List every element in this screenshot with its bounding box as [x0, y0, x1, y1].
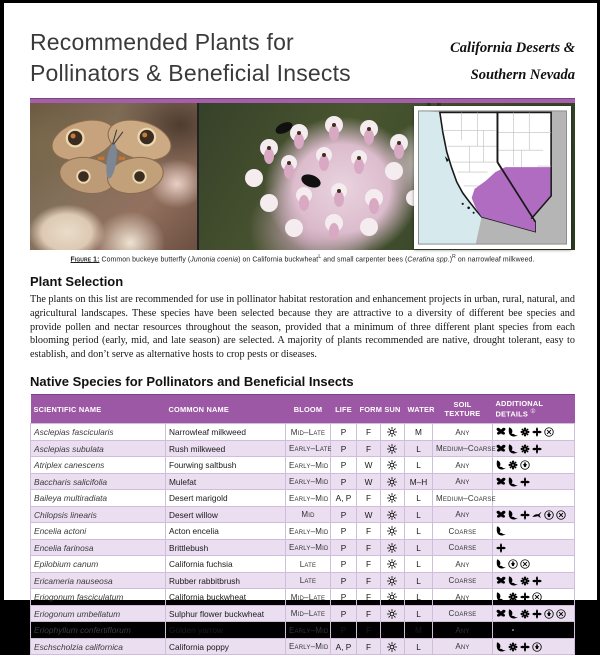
milkweed-photo [199, 103, 575, 250]
sun-cell [381, 638, 405, 655]
sun-icon [387, 510, 397, 520]
sun-cell [381, 424, 405, 441]
bloom-cell: Early–Mid [286, 457, 331, 474]
water-cell: L [405, 490, 433, 507]
page-title-line1: Recommended Plants for [30, 29, 294, 55]
table-header-row [31, 394, 575, 423]
bee-icon [508, 642, 518, 652]
sun-icon [387, 526, 397, 536]
table-row [31, 440, 575, 457]
region-title-line1: California Deserts & [450, 40, 575, 56]
sun-icon [387, 559, 397, 569]
sun-cell [381, 556, 405, 573]
soil-cell: Coarse [433, 523, 493, 540]
life-cell: P [331, 440, 357, 457]
life-cell: P [331, 457, 357, 474]
table-row [31, 490, 575, 507]
bloom-cell: Early–Mid [286, 622, 331, 639]
four-petal-flower-icon [532, 427, 542, 437]
plant-selection-paragraph: The plants on this list are recommended for use in pollinator habitat restoration and enhancement projects in urban, rural, natural, and agricultural landscapes. These species have been selected because they are attractive to a diversity of different bee species and provide pollen and nectar resources throughout the season, provided that a minimum of three different plant species from each blooming period (early, mid, and late season) are selected. A majority of plants recommended are native, drought tolerant, easy to establish, and don’t serve as alternative hosts to crop pests or diseases. [30, 294, 575, 361]
bee-icon [520, 444, 530, 454]
sun-cell [381, 622, 405, 639]
figure-1 [30, 103, 575, 250]
life-cell: P [331, 556, 357, 573]
sun-icon [387, 592, 397, 602]
bee-icon [508, 625, 518, 635]
four-petal-flower-icon [520, 592, 530, 602]
water-cell: L [405, 506, 433, 523]
circled-bee-icon [532, 642, 542, 652]
butterfly-icon [496, 609, 506, 619]
swallow-icon [532, 510, 542, 520]
hummingbird-icon [496, 642, 506, 652]
circled-x-icon [544, 427, 554, 437]
soil-cell: Any [433, 622, 493, 639]
details-cell [493, 523, 575, 540]
life-cell: P [331, 506, 357, 523]
scientific-name-cell: Eschscholzia californica [31, 638, 166, 655]
details-cell [493, 589, 575, 606]
hummingbird-icon [508, 427, 518, 437]
life-cell: P [331, 523, 357, 540]
common-name-cell: Fourwing saltbush [166, 457, 286, 474]
sun-cell [381, 572, 405, 589]
bee-icon [520, 576, 530, 586]
circled-bee-icon [544, 510, 554, 520]
sun-cell [381, 490, 405, 507]
hummingbird-icon [508, 510, 518, 520]
details-cell [493, 506, 575, 523]
life-cell: P [331, 589, 357, 606]
life-cell: A, P [331, 638, 357, 655]
hummingbird-icon [496, 592, 506, 602]
footnote-marker: ① [530, 409, 536, 416]
four-petal-flower-icon [520, 642, 530, 652]
common-name-cell: Desert marigold [166, 490, 286, 507]
scientific-name-cell: Asclepias fascicularis [31, 424, 166, 441]
details-cell [493, 457, 575, 474]
form-cell: F [357, 539, 381, 556]
butterfly-icon [496, 444, 506, 454]
life-cell: A, P [331, 490, 357, 507]
sun-cell [381, 473, 405, 490]
circled-x-icon [556, 609, 566, 619]
water-cell: L [405, 605, 433, 622]
bloom-cell: Early–Mid [286, 490, 331, 507]
common-name-cell: California fuchsia [166, 556, 286, 573]
col-water: WATER [405, 394, 433, 423]
table-row [31, 539, 575, 556]
hummingbird-icon [508, 477, 518, 487]
region-title [450, 35, 575, 89]
sun-icon [387, 543, 397, 553]
four-petal-flower-icon [532, 576, 542, 586]
soil-cell: Medium–Coarse [433, 490, 493, 507]
sun-icon [387, 427, 397, 437]
form-cell: F [357, 424, 381, 441]
form-cell: F [357, 638, 381, 655]
soil-cell: Any [433, 556, 493, 573]
soil-cell: Coarse [433, 605, 493, 622]
butterfly-icon [496, 477, 506, 487]
water-cell: L [405, 523, 433, 540]
species-table-body [31, 424, 575, 655]
water-cell: L [405, 589, 433, 606]
form-cell: W [357, 506, 381, 523]
table-row [31, 506, 575, 523]
col-additional-details: ADDITIONAL DETAILS ① [493, 394, 575, 423]
scientific-name-cell: Baccharis salicifolia [31, 473, 166, 490]
table-row [31, 473, 575, 490]
form-cell: W [357, 473, 381, 490]
scientific-name-cell: Ericameria nauseosa [31, 572, 166, 589]
common-name-cell: Sulphur flower buckwheat [166, 605, 286, 622]
common-name-cell: Brittlebush [166, 539, 286, 556]
form-cell: W [357, 457, 381, 474]
common-name-cell: Rush milkweed [166, 440, 286, 457]
soil-cell: Any [433, 457, 493, 474]
col-bloom: BLOOM [286, 394, 331, 423]
details-cell [493, 440, 575, 457]
form-cell: F [357, 622, 381, 639]
common-name-cell: Rubber rabbitbrush [166, 572, 286, 589]
scientific-name-cell: Eriogonum umbellatum [31, 605, 166, 622]
scientific-name-cell: Encelia actoni [31, 523, 166, 540]
bee-icon [520, 609, 530, 619]
water-cell: L [405, 457, 433, 474]
common-name-cell: Acton encelia [166, 523, 286, 540]
figure-caption: Figure 1: Common buckeye butterfly (Junonia coenia) on California buckwheat$^L$ and small carpenter bees (Ceratina spp.)$^R$ on narrowleaf milkweed. [70, 254, 535, 264]
soil-cell: Any [433, 589, 493, 606]
bee-icon [508, 460, 518, 470]
soil-cell: Any [433, 638, 493, 655]
four-petal-flower-icon [532, 444, 542, 454]
figure-caption-label: Figure 1: [70, 256, 100, 264]
page-title [30, 27, 351, 89]
scientific-name-cell: Asclepias subulata [31, 440, 166, 457]
sun-cell [381, 506, 405, 523]
soil-cell: Coarse [433, 539, 493, 556]
bloom-cell: Late [286, 556, 331, 573]
scientific-name-cell: Atriplex canescens [31, 457, 166, 474]
life-cell: P [331, 572, 357, 589]
four-petal-flower-icon [532, 609, 542, 619]
scientific-name-cell: Eriogonum fasciculatum [31, 589, 166, 606]
hummingbird-icon [496, 526, 506, 536]
range-map [414, 106, 571, 249]
four-petal-flower-icon [496, 543, 506, 553]
common-name-cell: Desert willow [166, 506, 286, 523]
form-cell: F [357, 605, 381, 622]
table-row [31, 523, 575, 540]
water-cell: L [405, 440, 433, 457]
circled-x-icon [532, 592, 542, 602]
bloom-cell: Early–Mid [286, 539, 331, 556]
table-row [31, 457, 575, 474]
scientific-name-cell: Baileya multiradiata [31, 490, 166, 507]
butterfly-icon [496, 576, 506, 586]
masthead [30, 27, 575, 89]
butterfly-illustration [44, 111, 179, 215]
butterfly-photo [30, 103, 197, 250]
sun-icon [387, 444, 397, 454]
butterfly-icon [496, 427, 506, 437]
table-row [31, 622, 575, 639]
common-name-cell: California poppy [166, 638, 286, 655]
water-cell: L [405, 638, 433, 655]
hummingbird-icon [496, 559, 506, 569]
table-row [31, 589, 575, 606]
water-cell: M–H [405, 473, 433, 490]
butterfly-icon [496, 510, 506, 520]
details-cell [493, 638, 575, 655]
soil-cell: Any [433, 424, 493, 441]
col-sun: SUN [381, 394, 405, 423]
water-cell: L [405, 556, 433, 573]
four-petal-flower-icon [520, 510, 530, 520]
bloom-cell: Mid [286, 506, 331, 523]
sun-cell [381, 539, 405, 556]
sun-icon [387, 460, 397, 470]
water-cell: L [405, 539, 433, 556]
details-cell [493, 556, 575, 573]
common-name-cell: Narrowleaf milkweed [166, 424, 286, 441]
bloom-cell: Early–Late [286, 440, 331, 457]
form-cell: F [357, 523, 381, 540]
bloom-cell: Mid–Late [286, 424, 331, 441]
sun-icon [387, 576, 397, 586]
sun-cell [381, 457, 405, 474]
details-cell [493, 539, 575, 556]
water-cell: L [405, 572, 433, 589]
form-cell: F [357, 589, 381, 606]
hummingbird-icon [496, 625, 506, 635]
form-cell: F [357, 490, 381, 507]
circled-x-icon [556, 510, 566, 520]
native-species-heading: Native Species for Pollinators and Beneficial Insects [30, 373, 354, 389]
sun-icon [387, 642, 397, 652]
col-common-name: COMMON NAME [166, 394, 286, 423]
hummingbird-icon [496, 460, 506, 470]
table-row [31, 424, 575, 441]
common-name-cell: California buckwheat [166, 589, 286, 606]
bloom-cell: Early–Mid [286, 473, 331, 490]
soil-cell: Any [433, 506, 493, 523]
bloom-cell: Early–Mid [286, 523, 331, 540]
sun-icon [387, 625, 397, 635]
scientific-name-cell: Chilopsis linearis [31, 506, 166, 523]
hummingbird-icon [508, 609, 518, 619]
common-name-cell: Mulefat [166, 473, 286, 490]
col-soil-texture: SOIL TEXTURE [433, 394, 493, 423]
life-cell: P [331, 605, 357, 622]
col-form: FORM [357, 394, 381, 423]
sun-icon [387, 609, 397, 619]
details-cell [493, 473, 575, 490]
region-title-line2: Southern Nevada [470, 67, 575, 83]
sun-cell [381, 523, 405, 540]
table-row [31, 556, 575, 573]
circled-bee-icon [520, 460, 530, 470]
table-row [31, 605, 575, 622]
life-cell: P [331, 473, 357, 490]
species-name: Junonia coenia [190, 256, 239, 264]
bloom-cell: Early–Mid [286, 638, 331, 655]
soil-cell: Medium–Coarse [433, 440, 493, 457]
bee-icon [520, 427, 530, 437]
life-cell: P [331, 539, 357, 556]
water-cell: M [405, 424, 433, 441]
form-cell: F [357, 556, 381, 573]
hummingbird-icon [508, 576, 518, 586]
scientific-name-cell: Encelia farinosa [31, 539, 166, 556]
bee-icon [508, 592, 518, 602]
hummingbird-icon [508, 444, 518, 454]
sun-icon [387, 477, 397, 487]
sun-cell [381, 440, 405, 457]
sun-cell [381, 589, 405, 606]
form-cell: F [357, 440, 381, 457]
sun-cell [381, 605, 405, 622]
table-row [31, 572, 575, 589]
soil-cell: Coarse [433, 572, 493, 589]
scientific-name-cell: Eriophyllum confertiflorum [31, 622, 166, 639]
page-title-line2: Pollinators & Beneficial Insects [30, 60, 351, 86]
scientific-name-cell: Epilobium canum [31, 556, 166, 573]
details-cell [493, 605, 575, 622]
soil-cell: Any [433, 473, 493, 490]
species-name: Ceratina spp. [407, 256, 450, 264]
circled-bee-icon [508, 559, 518, 569]
common-name-cell: Golden yarrow [166, 622, 286, 639]
range-map-svg [418, 110, 567, 245]
species-table [30, 394, 575, 655]
water-cell: M [405, 622, 433, 639]
plant-selection-heading: Plant Selection [30, 274, 124, 290]
bloom-cell: Mid–Late [286, 605, 331, 622]
details-cell [493, 622, 575, 639]
details-cell [493, 424, 575, 441]
life-cell: P [331, 424, 357, 441]
circled-x-icon [520, 559, 530, 569]
table-row [31, 638, 575, 655]
circled-bee-icon [544, 609, 554, 619]
details-cell [493, 572, 575, 589]
form-cell: F [357, 572, 381, 589]
circled-x-icon [520, 625, 530, 635]
col-life: LIFE [331, 394, 357, 423]
bloom-cell: Mid–Late [286, 589, 331, 606]
col-scientific-name: SCIENTIFIC NAME [31, 394, 166, 423]
details-cell [493, 490, 575, 507]
life-cell: P [331, 622, 357, 639]
bloom-cell: Late [286, 572, 331, 589]
four-petal-flower-icon [520, 477, 530, 487]
sun-icon [387, 493, 397, 503]
